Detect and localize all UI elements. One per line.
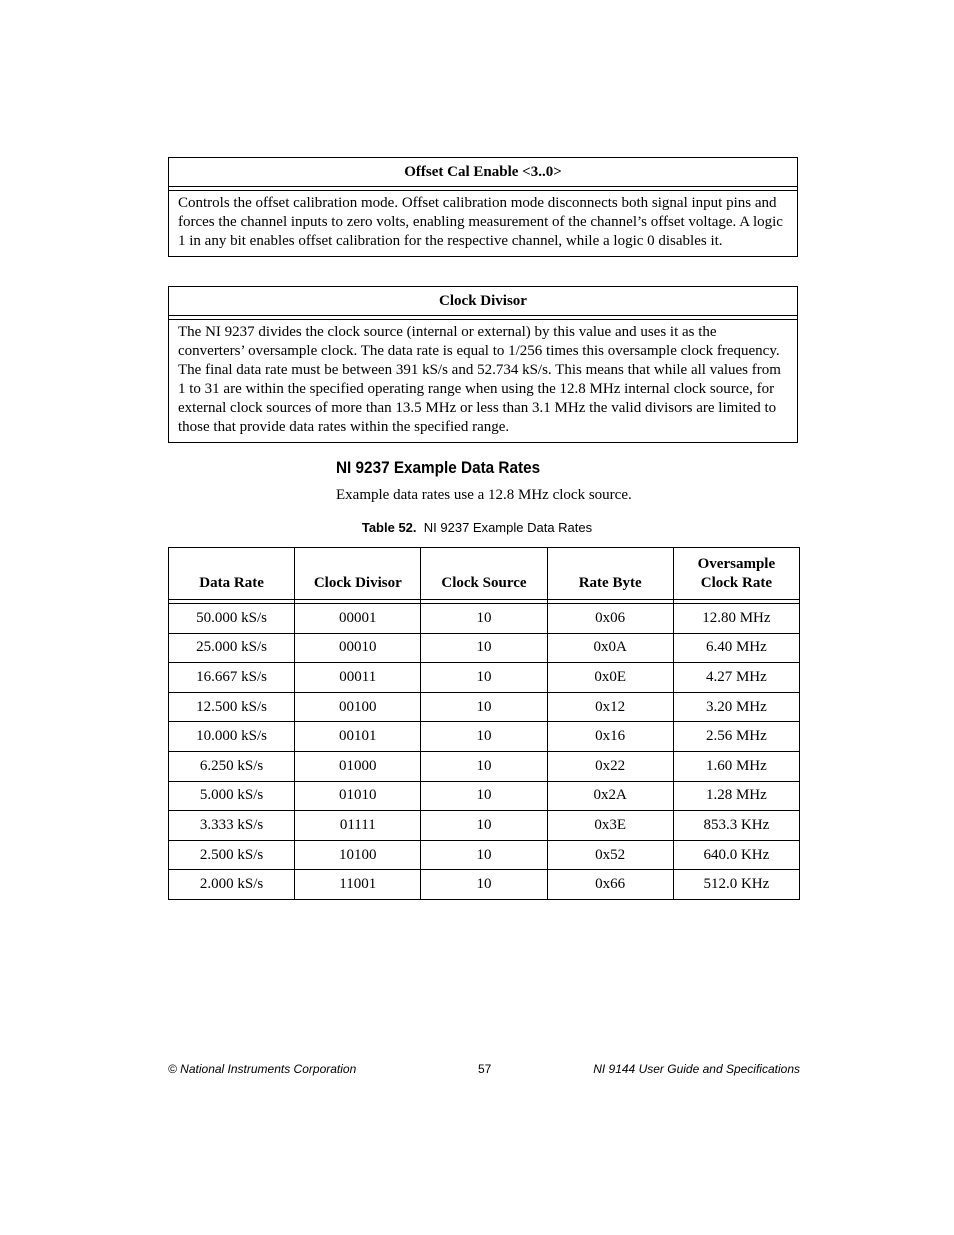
table-cell: 10.000 kS/s [169, 722, 295, 752]
table-row [169, 692, 800, 722]
table-cell: 2.500 kS/s [169, 840, 295, 870]
offset-cal-box [168, 157, 798, 257]
table-cell: 0x12 [547, 692, 673, 722]
table-header-row [169, 548, 800, 600]
table-cell: 16.667 kS/s [169, 663, 295, 693]
table-cell: 2.56 MHz [673, 722, 799, 752]
table-caption-text: NI 9237 Example Data Rates [423, 520, 593, 535]
table-row [169, 840, 800, 870]
table-cell: 10 [421, 692, 547, 722]
table-cell: 10 [421, 870, 547, 900]
table-cell: 3.333 kS/s [169, 811, 295, 841]
header-clock-source: Clock Source [421, 548, 547, 600]
table-cell: 00010 [295, 633, 421, 663]
table-row [169, 870, 800, 900]
table-row [169, 604, 800, 634]
table-cell: 6.250 kS/s [169, 751, 295, 781]
footer-doc-title: NI 9144 User Guide and Specifications [593, 1062, 800, 1076]
table-cell: 10 [421, 811, 547, 841]
table-cell: 0x2A [547, 781, 673, 811]
table-cell: 11001 [295, 870, 421, 900]
table-cell: 5.000 kS/s [169, 781, 295, 811]
table-cell: 0x3E [547, 811, 673, 841]
table-caption-label: Table 52. [361, 520, 417, 535]
section-heading: NI 9237 Example Data Rates [336, 458, 541, 477]
table-cell: 10 [421, 781, 547, 811]
table-cell: 00101 [295, 722, 421, 752]
header-data-rate: Data Rate [169, 548, 295, 600]
header-oversample-clock-rate: Oversample Clock Rate [673, 548, 799, 600]
table-cell: 0x0A [547, 633, 673, 663]
offset-cal-description: Controls the offset calibration mode. Offset calibration mode disconnects both signal input pins and forces the channel inputs to zero volts, enabling measurement of the channel’s offset voltage. A logic 1 in any bit enables offset calibration for the respective channel, while a logic 0 disables it. [169, 190, 797, 256]
clock-divisor-box [168, 286, 798, 443]
table-cell: 50.000 kS/s [169, 604, 295, 634]
footer-page-number: 57 [478, 1062, 492, 1076]
table-row [169, 781, 800, 811]
table-cell: 10100 [295, 840, 421, 870]
table-cell: 10 [421, 633, 547, 663]
table-cell: 10 [421, 840, 547, 870]
offset-cal-title: Offset Cal Enable <3..0> [169, 158, 797, 187]
clock-divisor-description: The NI 9237 divides the clock source (internal or external) by this value and uses it as the converters’ oversample clock. The data rate is equal to 1/256 times this oversample clock frequency. The final data rate must be between 391 kS/s and 52.734 kS/s. This means that while all values from 1 to 31 are within the specified operating range when using the 12.8 MHz internal clock source, for external clock sources of more than 13.5 MHz or less than 3.1 MHz the valid divisors are limited to those that provide data rates within the specified range. [169, 319, 797, 442]
data-rates-table [168, 547, 800, 900]
table-cell: 01000 [295, 751, 421, 781]
table-cell: 2.000 kS/s [169, 870, 295, 900]
footer-copyright: © National Instruments Corporation [168, 1062, 357, 1076]
table-row [169, 811, 800, 841]
section-intro: Example data rates use a 12.8 MHz clock source. [336, 487, 632, 503]
table-cell: 640.0 KHz [673, 840, 799, 870]
table-cell: 853.3 KHz [673, 811, 799, 841]
table-row [169, 722, 800, 752]
table-cell: 00011 [295, 663, 421, 693]
table-cell: 0x22 [547, 751, 673, 781]
table-cell: 0x06 [547, 604, 673, 634]
table-cell: 0x66 [547, 870, 673, 900]
table-cell: 12.500 kS/s [169, 692, 295, 722]
table-cell: 00001 [295, 604, 421, 634]
table-cell: 10 [421, 663, 547, 693]
table-cell: 0x16 [547, 722, 673, 752]
header-clock-divisor: Clock Divisor [295, 548, 421, 600]
table-cell: 6.40 MHz [673, 633, 799, 663]
table-cell: 10 [421, 604, 547, 634]
table-cell: 12.80 MHz [673, 604, 799, 634]
table-cell: 4.27 MHz [673, 663, 799, 693]
table-cell: 10 [421, 722, 547, 752]
table-row [169, 663, 800, 693]
table-cell: 1.28 MHz [673, 781, 799, 811]
table-cell: 25.000 kS/s [169, 633, 295, 663]
table-cell: 01010 [295, 781, 421, 811]
table-cell: 0x0E [547, 663, 673, 693]
table-cell: 00100 [295, 692, 421, 722]
table-caption [0, 520, 954, 535]
table-cell: 01111 [295, 811, 421, 841]
table-row [169, 751, 800, 781]
table-cell: 512.0 KHz [673, 870, 799, 900]
table-cell: 3.20 MHz [673, 692, 799, 722]
table-cell: 0x52 [547, 840, 673, 870]
table-row [169, 633, 800, 663]
clock-divisor-title: Clock Divisor [169, 287, 797, 316]
table-cell: 1.60 MHz [673, 751, 799, 781]
header-rate-byte: Rate Byte [547, 548, 673, 600]
table-cell: 10 [421, 751, 547, 781]
